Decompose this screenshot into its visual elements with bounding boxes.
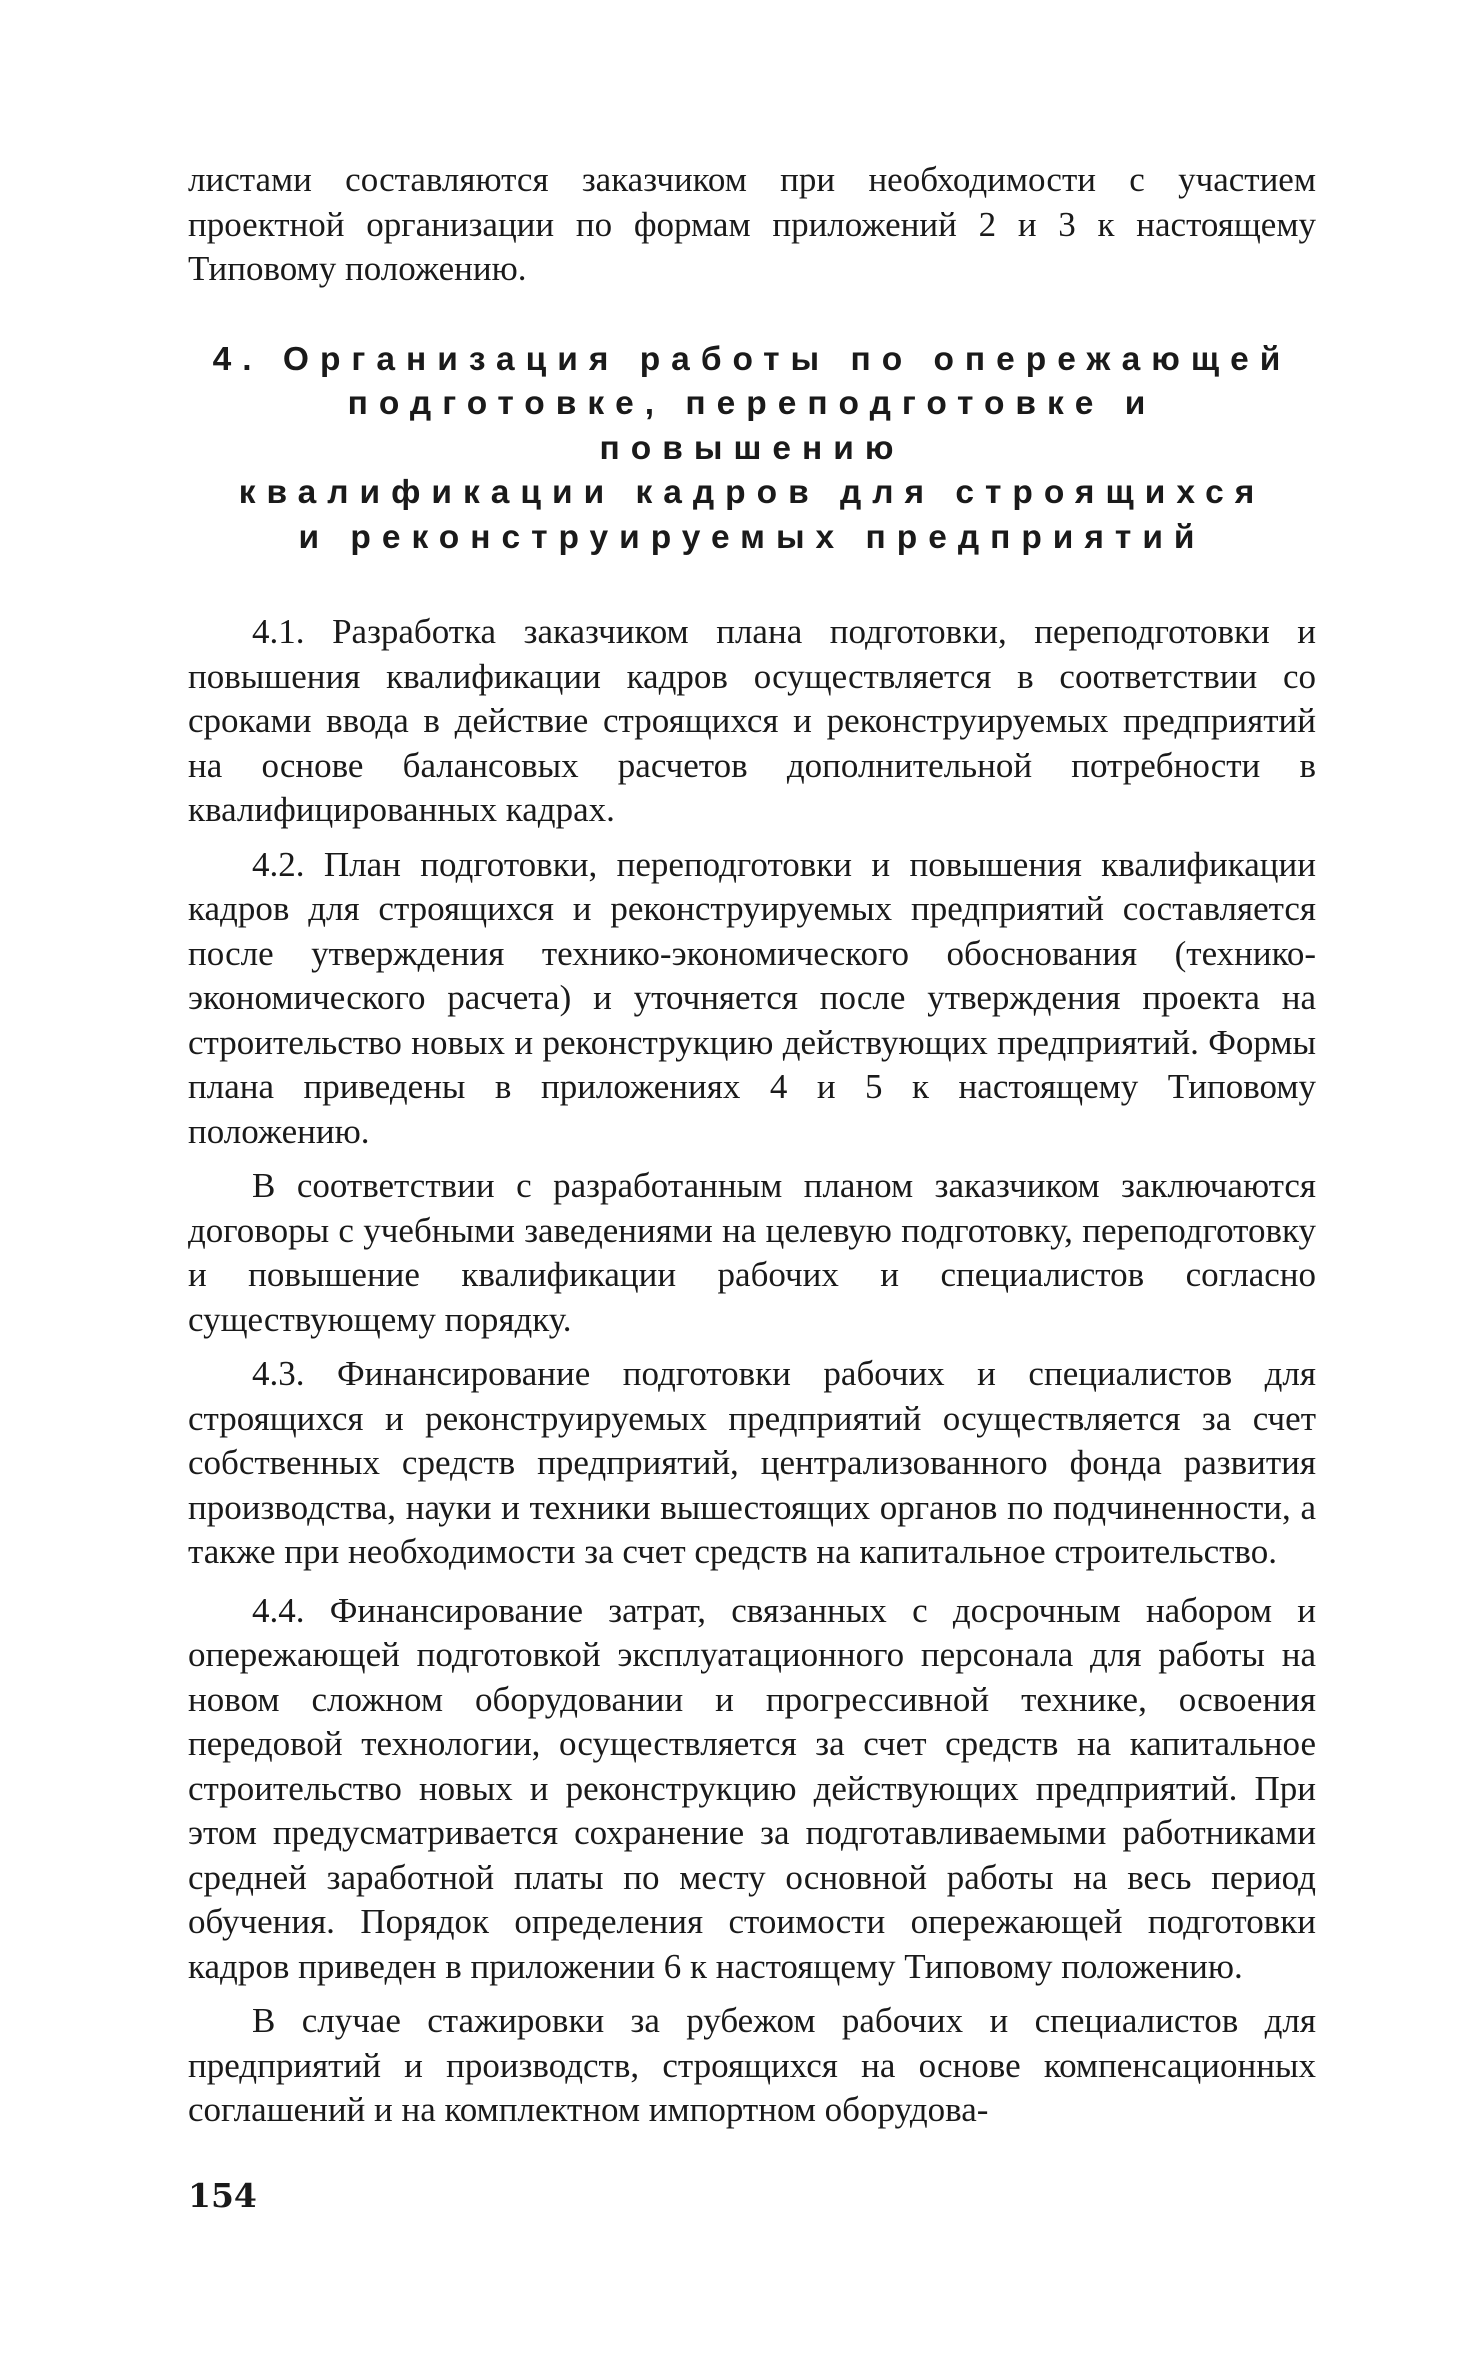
paragraph-4-4: 4.4. Финансирование затрат, связанных с досрочным набором и опережающей подготовкой эксплуатационного персонала для работы на новом сложном оборудовании и прогрессивной технике, освоения передовой технологии, осуществляется за счет средств на капитальное строительство новых и реконструкцию действующих предприятий. При этом предусматривается сохранение за подготавливаемыми работниками средней заработной платы по месту основной работы на весь период обучения. Порядок определения стоимости опережающей подготовки кадров приведен в приложении 6 к настоящему Типовому положению. [188, 1590, 1316, 1986]
paragraph-4-2: 4.2. План подготовки, переподготовки и повышения квалификации кадров для строящихся и реконструируемых предприятий составляется после утверждения технико-экономического обоснования (технико-экономического расчета) и уточняется после утверждения проекта на строительство новых и реконструкцию действующих предприятий. Формы плана приведены в приложениях 4 и 5 к настоящему Типовому положению. [188, 844, 1316, 1151]
section-heading-line: подготовке, переподготовке и повышению [347, 385, 1157, 467]
document-page [188, 158, 1316, 2133]
paragraph-4-1: 4.1. Разработка заказчиком плана подготовки, переподготовки и повышения квалификации кадров осуществляется в соответствии со сроками ввода в действие строящихся и реконструируемых предприятий на основе балансовых расчетов дополнительной потребности в квалифицированных кадрах. [188, 612, 1316, 829]
paragraph-4-3: 4.3. Финансирование подготовки рабочих и специалистов для строящихся и реконструируемых предприятий осуществляется за счет собственных средств предприятий, централизованного фонда развития производства, науки и техники вышестоящих органов по подчиненности, а также при необходимости за счет средств на капитальное строительство. [188, 1354, 1316, 1571]
paragraph-internship: В случае стажировки за рубежом рабочих и специалистов для предприятий и производств, строящихся на основе компенсационных соглашений и на комплектном импортном оборудова- [188, 2001, 1316, 2129]
intro-paragraph: листами составляются заказчиком при необходимости с участием проектной организации по формам приложений 2 и 3 к настоящему Типовому положению. [188, 160, 1316, 288]
paragraph-contracts: В соответствии с разработанным планом заказчиком заключаются договоры с учебными заведениями на целевую подготовку, переподготовку и повышение квалификации рабочих и специалистов согласно существующему порядку. [188, 1166, 1316, 1339]
section-heading-line: и реконструируемых предприятий [298, 518, 1206, 556]
page-number: 154 [188, 2176, 257, 2215]
section-heading [188, 338, 1316, 561]
section-heading-line: 4. Организация работы по опережающей [212, 340, 1292, 378]
section-heading-line: квалификации кадров для строящихся [238, 474, 1266, 511]
